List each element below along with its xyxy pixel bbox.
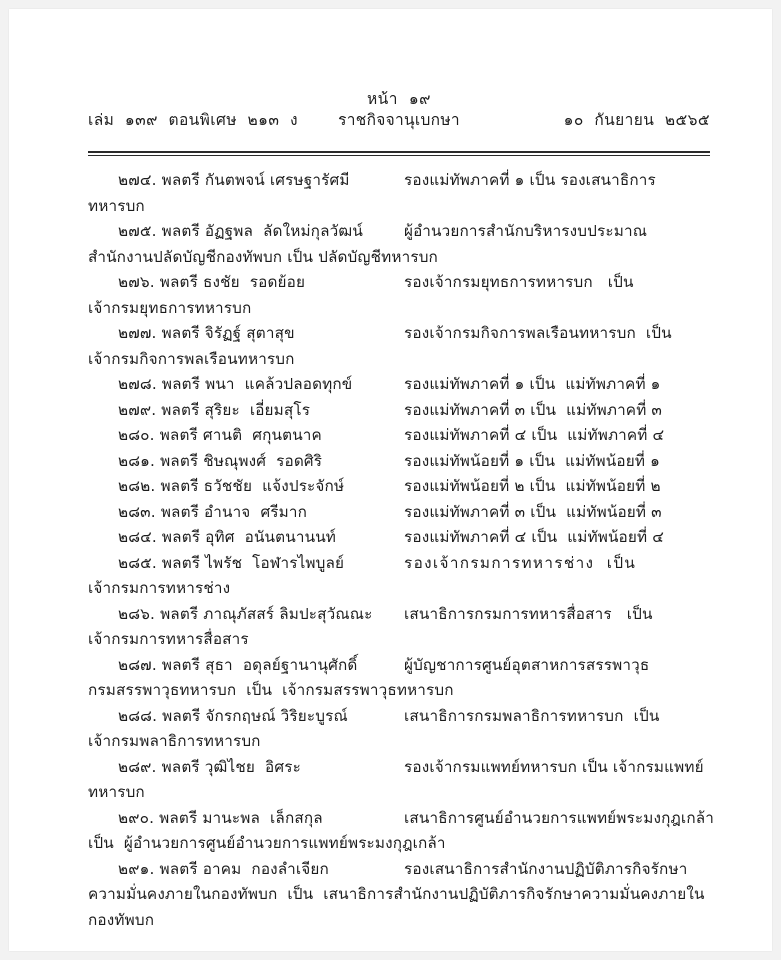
- appointment-entry: [88, 449, 710, 475]
- entry-position-text: เสนาธิการกรมการทหารสื่อสาร เป็น: [404, 604, 653, 623]
- appointment-entry: [88, 500, 710, 526]
- entry-officer-name: ๒๙๑. พลตรี อาคม กองลำเจียก: [118, 859, 329, 878]
- entry-position-text: ผู้อำนวยการสำนักบริหารงบประมาณ: [404, 222, 648, 241]
- entry-main-row: [88, 398, 710, 424]
- entry-continuation-line: เจ้ากรมพลาธิการทหารบก: [88, 732, 261, 751]
- entry-position-text: รองแม่ทัพภาคที่ ๓ เป็น แม่ทัพภาคที่ ๓: [404, 400, 663, 419]
- entry-main-row: [88, 704, 710, 730]
- volume-section-label: เล่ม ๑๓๙ ตอนพิเศษ ๒๑๓ ง: [88, 111, 298, 129]
- entry-position-text: ผู้บัญชาการศูนย์อุตสาหการสรรพาวุธ: [404, 655, 650, 674]
- entry-main-row: [88, 372, 710, 398]
- masthead-row: [88, 109, 710, 131]
- entry-continuation-line: ทหารบก: [88, 196, 145, 215]
- entry-position-text: รองเจ้ากรมแพทย์ทหารบก เป็น เจ้ากรมแพทย์: [404, 757, 704, 776]
- entry-officer-name: ๒๘๓. พลตรี อำนาจ ศรีมาก: [118, 502, 308, 521]
- entry-position-text: รองแม่ทัพภาคที่ ๔ เป็น แม่ทัพภาคที่ ๔: [404, 426, 665, 445]
- entry-continuation-line: สำนักงานปลัดบัญชีกองทัพบก เป็น ปลัดบัญชีทหารบก: [88, 247, 438, 266]
- entry-officer-name: ๒๗๕. พลตรี อัฏฐพล ลัดใหม่กุลวัฒน์: [118, 222, 363, 241]
- entry-officer-name: ๒๘๐. พลตรี ศานติ ศกุนตนาค: [118, 426, 322, 445]
- appointment-entry: [88, 704, 710, 755]
- entry-main-row: [88, 219, 710, 245]
- entry-position-text: รองแม่ทัพภาคที่ ๓ เป็น แม่ทัพน้อยที่ ๓: [404, 502, 662, 521]
- entry-main-row: [88, 500, 710, 526]
- entry-officer-name: ๒๘๔. พลตรี อุทิศ อนันตนานนท์: [118, 528, 337, 547]
- appointment-entry: [88, 168, 710, 219]
- entry-main-row: [88, 270, 710, 296]
- appointment-entry: [88, 423, 710, 449]
- appointment-entry-list: [88, 168, 714, 933]
- appointment-entry: [88, 755, 710, 806]
- appointment-entry: [88, 857, 710, 934]
- entry-main-row: [88, 474, 710, 500]
- entry-officer-name: ๒๘๗. พลตรี สุธา อดุลย์ฐานานุศักดิ์: [118, 655, 358, 674]
- appointment-entry: [88, 372, 710, 398]
- entry-main-row: [88, 755, 710, 781]
- appointment-entry: [88, 525, 710, 551]
- appointment-entry: [88, 653, 710, 704]
- entry-continuation-line: เจ้ากรมการทหารช่าง: [88, 579, 231, 598]
- entry-continuation-line: เจ้ากรมกิจการพลเรือนทหารบก: [88, 349, 295, 368]
- publication-title: ราชกิจจานุเบกษา: [338, 111, 460, 129]
- entry-officer-name: ๒๙๐. พลตรี มานะพล เล็กสกุล: [118, 808, 323, 827]
- entry-officer-name: ๒๗๖. พลตรี ธงชัย รอดย้อย: [118, 273, 306, 292]
- entry-continuation-line: กรมสรรพาวุธทหารบก เป็น เจ้ากรมสรรพาวุธทหารบก: [88, 681, 454, 700]
- entry-officer-name: ๒๘๒. พลตรี ธวัชชัย แจ้งประจักษ์: [118, 477, 345, 496]
- entry-position-text: รองเจ้ากรมยุทธการทหารบก เป็น: [404, 273, 634, 292]
- masthead: [88, 89, 710, 147]
- page-number-heading: หน้า ๑๙: [366, 90, 432, 108]
- appointment-entry: [88, 321, 710, 372]
- appointment-entry: [88, 270, 710, 321]
- appointment-entry: [88, 219, 710, 270]
- document-paper: [9, 9, 772, 951]
- entry-continuation-line: ความมั่นคงภายในกองทัพบก เป็น เสนาธิการสำนักงานปฏิบัติภารกิจรักษาความมั่นคงภายใน: [88, 885, 705, 904]
- entry-position-text: รองแม่ทัพภาคที่ ๔ เป็น แม่ทัพน้อยที่ ๔: [404, 528, 664, 547]
- entry-continuation-line: กองทัพบก: [88, 910, 155, 929]
- entry-continuation-line: เจ้ากรมการทหารสื่อสาร: [88, 630, 249, 649]
- appointment-entry: [88, 474, 710, 500]
- entry-position-text: รองแม่ทัพภาคที่ ๑ เป็น รองเสนาธิการ: [404, 171, 656, 190]
- entry-main-row: [88, 653, 710, 679]
- entry-position-text: เสนาธิการศูนย์อำนวยการแพทย์พระมงกุฎเกล้า: [404, 808, 714, 827]
- entry-main-row: [88, 321, 710, 347]
- entry-continuation-line: เจ้ากรมยุทธการทหารบก: [88, 298, 252, 317]
- appointment-entry: [88, 551, 710, 602]
- entry-officer-name: ๒๘๙. พลตรี วุฒิไชย อิศระ: [118, 757, 301, 776]
- entry-position-text: รองแม่ทัพน้อยที่ ๑ เป็น แม่ทัพน้อยที่ ๑: [404, 451, 660, 470]
- entry-position-text: รองแม่ทัพน้อยที่ ๒ เป็น แม่ทัพน้อยที่ ๒: [404, 477, 661, 496]
- entry-main-row: [88, 449, 710, 475]
- appointment-entry: [88, 806, 714, 857]
- entry-position-text: รองเจ้ากรมการทหารช่าง เป็น: [404, 553, 637, 572]
- entry-main-row: [88, 551, 710, 577]
- entry-position-text: รองเจ้ากรมกิจการพลเรือนทหารบก เป็น: [404, 324, 672, 343]
- entry-officer-name: ๒๘๑. พลตรี ชิษณุพงศ์ รอดศิริ: [118, 451, 323, 470]
- gazette-page: [88, 89, 714, 933]
- entry-officer-name: ๒๗๘. พลตรี พนา แคล้วปลอดทุกข์: [118, 375, 353, 394]
- entry-main-row: [88, 806, 714, 832]
- publication-date: ๑๐ กันยายน ๒๕๖๕: [563, 111, 710, 129]
- entry-officer-name: ๒๘๕. พลตรี ไพรัช โอฬารไพบูลย์: [118, 553, 345, 572]
- entry-officer-name: ๒๗๗. พลตรี จิรัฏฐ์ สุตาสุข: [118, 324, 295, 343]
- masthead-divider: [88, 151, 710, 156]
- entry-main-row: [88, 168, 710, 194]
- entry-position-text: รองเสนาธิการสำนักงานปฏิบัติภารกิจรักษา: [404, 859, 688, 878]
- entry-main-row: [88, 525, 710, 551]
- entry-position-text: เสนาธิการกรมพลาธิการทหารบก เป็น: [404, 706, 660, 725]
- entry-officer-name: ๒๘๖. พลตรี ภาณุภัสสร์ ลิมปะสุวัณณะ: [118, 604, 373, 623]
- entry-officer-name: ๒๗๙. พลตรี สุริยะ เอี่ยมสุโร: [118, 400, 311, 419]
- entry-continuation-line: เป็น ผู้อำนวยการศูนย์อำนวยการแพทย์พระมงกุฎเกล้า: [88, 834, 446, 853]
- entry-main-row: [88, 857, 710, 883]
- entry-continuation-line: ทหารบก: [88, 783, 145, 802]
- appointment-entry: [88, 602, 710, 653]
- entry-main-row: [88, 602, 710, 628]
- appointment-entry: [88, 398, 710, 424]
- entry-position-text: รองแม่ทัพภาคที่ ๑ เป็น แม่ทัพภาคที่ ๑: [404, 375, 661, 394]
- entry-main-row: [88, 423, 710, 449]
- entry-officer-name: ๒๗๔. พลตรี กันตพจน์ เศรษฐารัศมี: [118, 171, 350, 190]
- entry-officer-name: ๒๘๘. พลตรี จักรกฤษณ์ วิริยะบูรณ์: [118, 706, 348, 725]
